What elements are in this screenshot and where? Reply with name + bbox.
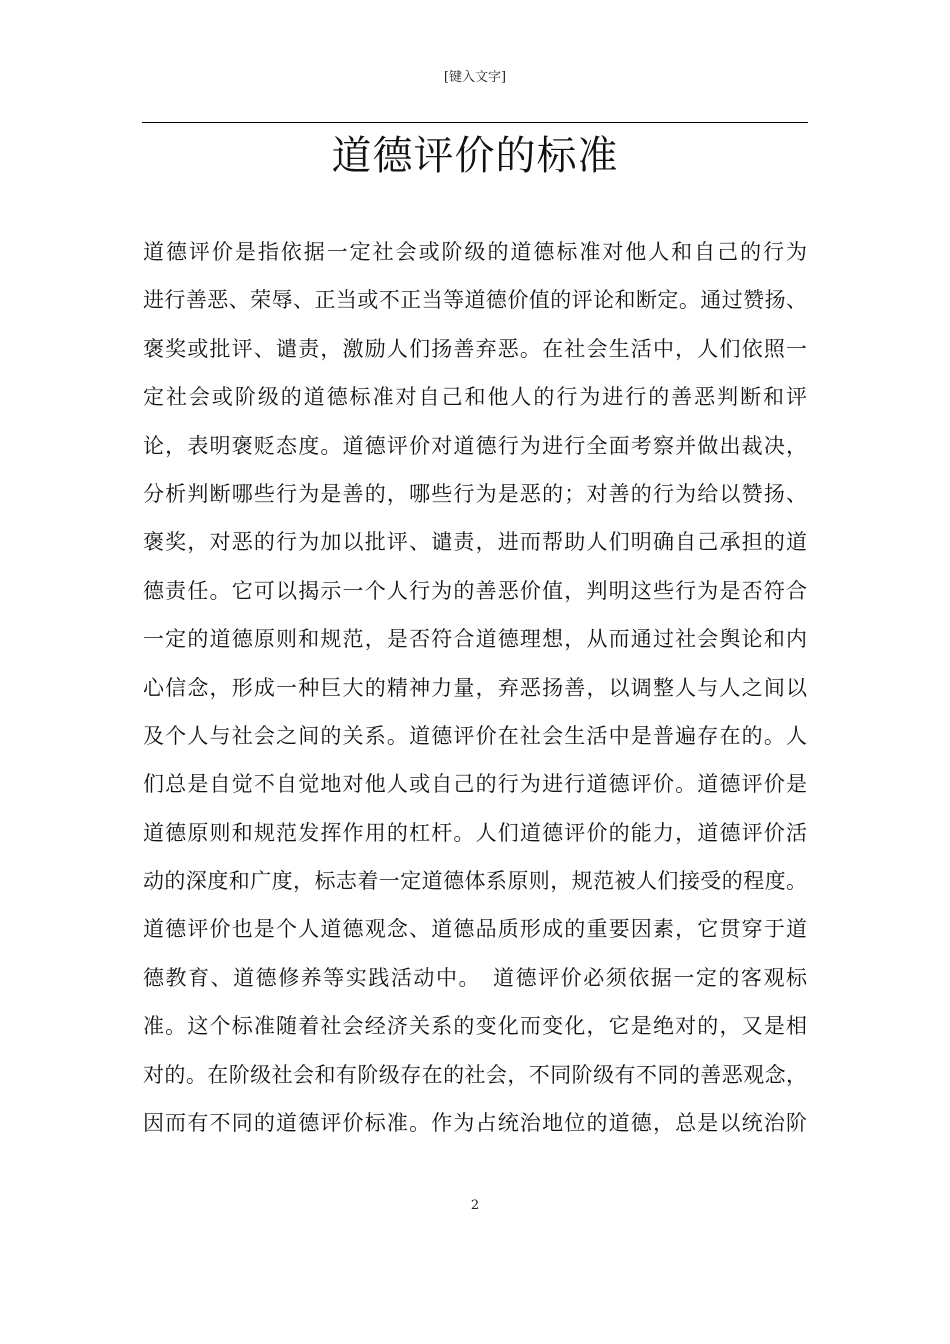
body-line: 对的。在阶级社会和有阶级存在的社会，不同阶级有不同的善恶观念， bbox=[143, 1062, 807, 1087]
header-divider bbox=[142, 122, 808, 123]
body-line: 定社会或阶级的道德标准对自己和他人的行为进行的善恶判断和评 bbox=[143, 385, 807, 410]
body-line: 分析判断哪些行为是善的，哪些行为是恶的；对善的行为给以赞扬、 bbox=[143, 481, 807, 506]
document-body bbox=[143, 228, 807, 1147]
page-header: [键入文字] bbox=[443, 70, 507, 85]
body-line: 及个人与社会之间的关系。道德评价在社会生活中是普遍存在的。人 bbox=[143, 723, 807, 748]
document-title: 道德评价的标准 bbox=[331, 133, 619, 179]
body-line: 德责任。它可以揭示一个人行为的善恶价值，判明这些行为是否符合 bbox=[143, 578, 807, 603]
body-line: 德教育、道德修养等实践活动中。 道德评价必须依据一定的客观标 bbox=[143, 965, 807, 990]
body-line: 道德原则和规范发挥作用的杠杆。人们道德评价的能力，道德评价活 bbox=[143, 820, 807, 845]
body-line: 道德评价是指依据一定社会或阶级的道德标准对他人和自己的行为 bbox=[143, 240, 807, 264]
body-line: 们总是自觉不自觉地对他人或自己的行为进行道德评价。道德评价是 bbox=[143, 772, 807, 797]
body-line: 心信念，形成一种巨大的精神力量，弃恶扬善，以调整人与人之间以 bbox=[143, 675, 807, 700]
body-line: 褒奖或批评、谴责，激励人们扬善弃恶。在社会生活中，人们依照一 bbox=[143, 336, 807, 361]
body-line: 一定的道德原则和规范，是否符合道德理想，从而通过社会舆论和内 bbox=[143, 627, 807, 652]
body-line: 道德评价也是个人道德观念、道德品质形成的重要因素，它贯穿于道 bbox=[143, 917, 807, 942]
body-line: 因而有不同的道德评价标准。作为占统治地位的道德，总是以统治阶 bbox=[143, 1111, 807, 1136]
body-line: 褒奖，对恶的行为加以批评、谴责，进而帮助人们明确自己承担的道 bbox=[143, 530, 807, 555]
body-line: 论，表明褒贬态度。道德评价对道德行为进行全面考察并做出裁决， bbox=[143, 433, 807, 458]
body-line: 准。这个标准随着社会经济关系的变化而变化，它是绝对的，又是相 bbox=[143, 1014, 807, 1039]
body-line: 动的深度和广度，标志着一定道德体系原则，规范被人们接受的程度。 bbox=[143, 869, 807, 894]
page-number: 2 bbox=[470, 1198, 480, 1213]
body-line: 进行善恶、荣辱、正当或不正当等道德价值的评论和断定。通过赞扬、 bbox=[143, 288, 807, 313]
